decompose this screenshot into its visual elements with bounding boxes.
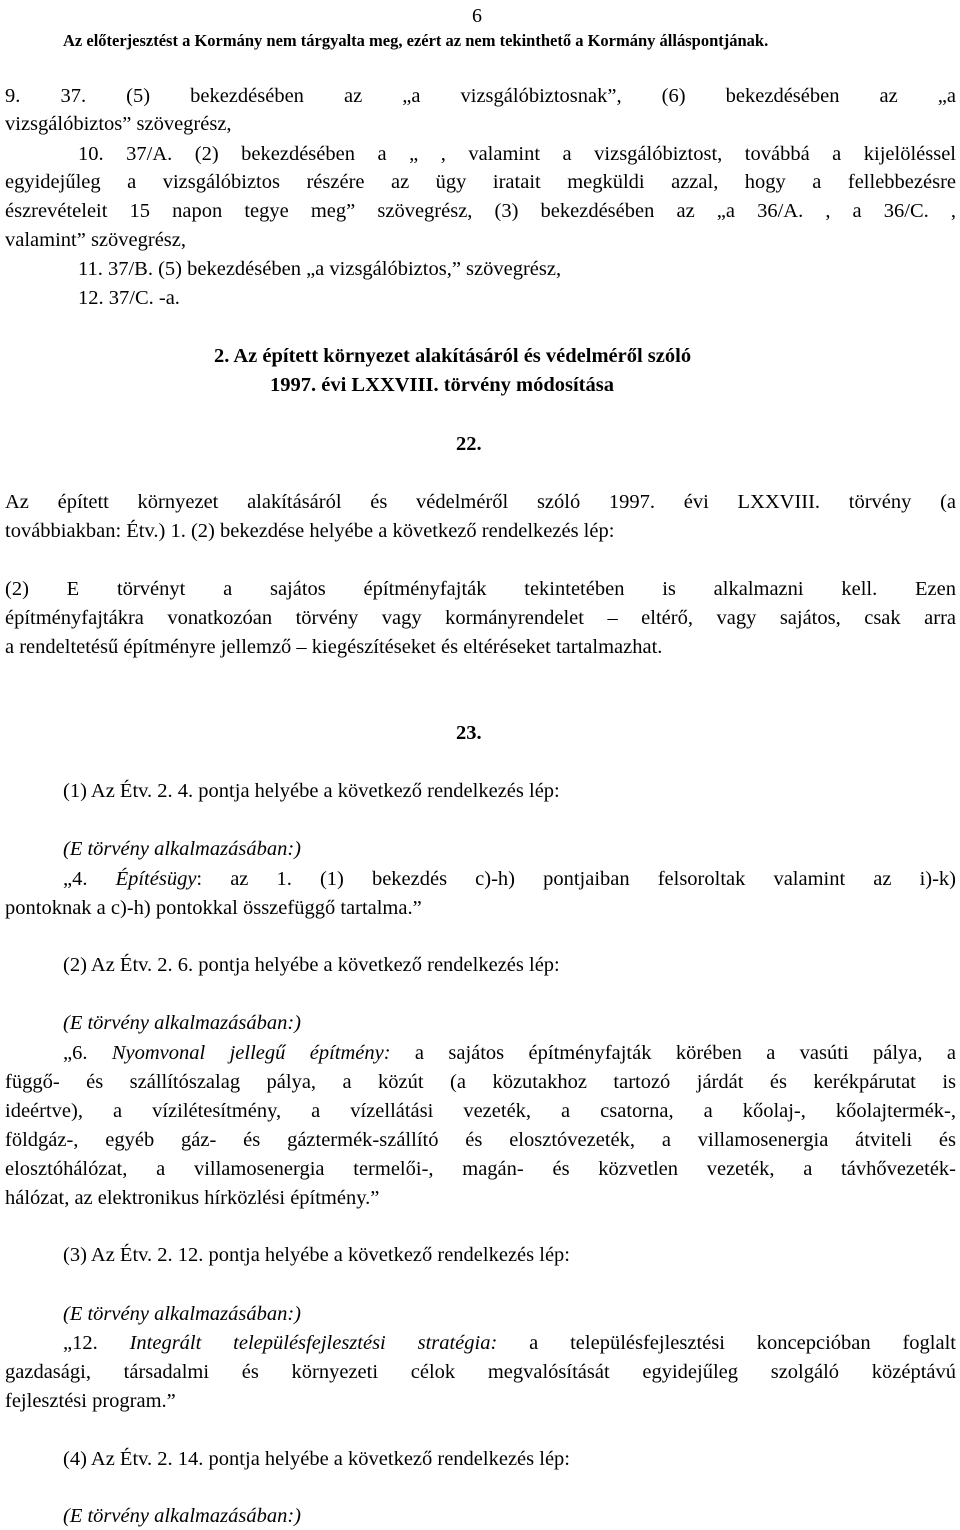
list-item-10-cont-2: észrevételeit 15 napon tegye meg” szövegrész, (3) bekezdésében az „a 36/A. , a 36/C. , [5,200,956,222]
definition-12 [63,1329,956,1357]
subsection-3: (3) Az Étv. 2. 12. pontja helyébe a következő rendelkezés lép: [63,1244,570,1266]
definition-12-term: Integrált településfejlesztési stratégia: [129,1332,498,1354]
page-number: 6 [472,5,482,27]
intro-clause-3: (E törvény alkalmazásában:) [63,1303,301,1325]
paragraph-number-23: 23. [456,722,482,744]
section-title-line-1: 2. Az épített környezet alakításáról és védelméről szóló [214,345,692,367]
list-item-11: 11. 37/B. (5) bekezdésében „a vizsgálóbiztos,” szövegrész, [78,258,562,280]
header-notice: Az előterjesztést a Kormány nem tárgyalta meg, ezért az nem tekinthető a Kormány álláspontjának. [63,31,769,50]
definition-6-number: „6. [63,1042,112,1064]
definition-6-text: a sajátos építményfajták körében a vasúti pálya, a [390,1042,956,1064]
definition-12-number: „12. [63,1332,130,1354]
list-item-9-cont: vizsgálóbiztos” szövegrész, [5,113,232,135]
list-item-12: 12. 37/C. -a. [78,287,180,309]
subsection-1: (1) Az Étv. 2. 4. pontja helyébe a következő rendelkezés lép: [63,780,560,802]
definition-6-term: Nyomvonal jellegű építmény: [111,1042,391,1064]
paragraph-number-22: 22. [456,433,482,455]
definition-6-cont-1: függő- és szállítószalag pálya, a közút (a közutakhoz tartozó járdát és kerékpárutat is [5,1071,956,1093]
list-item-10-cont-1: egyidejűleg a vizsgálóbiztos részére az ügy iratait megküldi azzal, hogy a fellebbezésre [5,171,956,193]
section-title-line-2: 1997. évi LXXVIII. törvény módosítása [270,374,614,396]
definition-6-cont-3: földgáz-, egyéb gáz- és gáztermék-szállító és elosztóvezeték, a villamosenergia átviteli és [5,1129,956,1151]
quote-2-line-2: építményfajtákra vonatkozóan törvény vagy kormányrendelet – eltérő, vagy sajátos, csak arra [5,607,956,629]
intro-clause-4: (E törvény alkalmazásában:) [63,1505,301,1527]
quote-2-line-3: a rendeltetésű építményre jellemző – kiegészítéseket és eltéréseket tartalmazhat. [5,636,663,658]
quote-2-line-1: (2) E törvényt a sajátos építményfajták tekintetében is alkalmazni kell. Ezen [5,578,956,600]
definition-4-term: Építésügy [115,868,197,890]
subsection-4: (4) Az Étv. 2. 14. pontja helyébe a következő rendelkezés lép: [63,1448,570,1470]
definition-4-cont: pontoknak a c)-h) pontokkal összefüggő tartalma.” [5,897,422,919]
definition-6-cont-5: hálózat, az elektronikus hírközlési építmény.” [5,1187,380,1209]
definition-4-text: : az 1. (1) bekezdés c)-h) pontjaiban felsoroltak valamint az i)-k) [196,868,956,890]
list-item-9: 9. 37. (5) bekezdésében az „a vizsgálóbiztosnak”, (6) bekezdésében az „a [5,85,956,107]
definition-12-text: a településfejlesztési koncepcióban foglalt [497,1332,956,1354]
subsection-2: (2) Az Étv. 2. 6. pontja helyébe a következő rendelkezés lép: [63,954,560,976]
definition-12-cont-2: fejlesztési program.” [5,1390,176,1412]
definition-4-number: „4. [63,868,116,890]
definition-12-cont-1: gazdasági, társadalmi és környezeti célok megvalósítását egyidejűleg szolgáló középtávú [5,1361,956,1383]
intro-clause-2: (E törvény alkalmazásában:) [63,1012,301,1034]
definition-6 [63,1039,956,1067]
list-item-10-cont-3: valamint” szövegrész, [5,229,187,251]
definition-6-cont-4: elosztóhálózat, a villamosenergia termelői-, magán- és közvetlen vezeték, a távhővezeték- [5,1158,956,1180]
paragraph-22-text-2: továbbiakban: Étv.) 1. (2) bekezdése helyébe a következő rendelkezés lép: [5,520,615,542]
paragraph-22-text-1: Az épített környezet alakításáról és védelméről szóló 1997. évi LXXVIII. törvény (a [5,491,956,513]
intro-clause-1: (E törvény alkalmazásában:) [63,838,301,860]
definition-6-cont-2: ideértve), a vízilétesítmény, a vízellátási vezeték, a csatorna, a kőolaj-, kőolajtermék-, [5,1100,956,1122]
definition-4 [63,865,956,893]
list-item-10: 10. 37/A. (2) bekezdésében a „ , valamint a vizsgálóbiztost, továbbá a kijelöléssel [78,143,956,165]
